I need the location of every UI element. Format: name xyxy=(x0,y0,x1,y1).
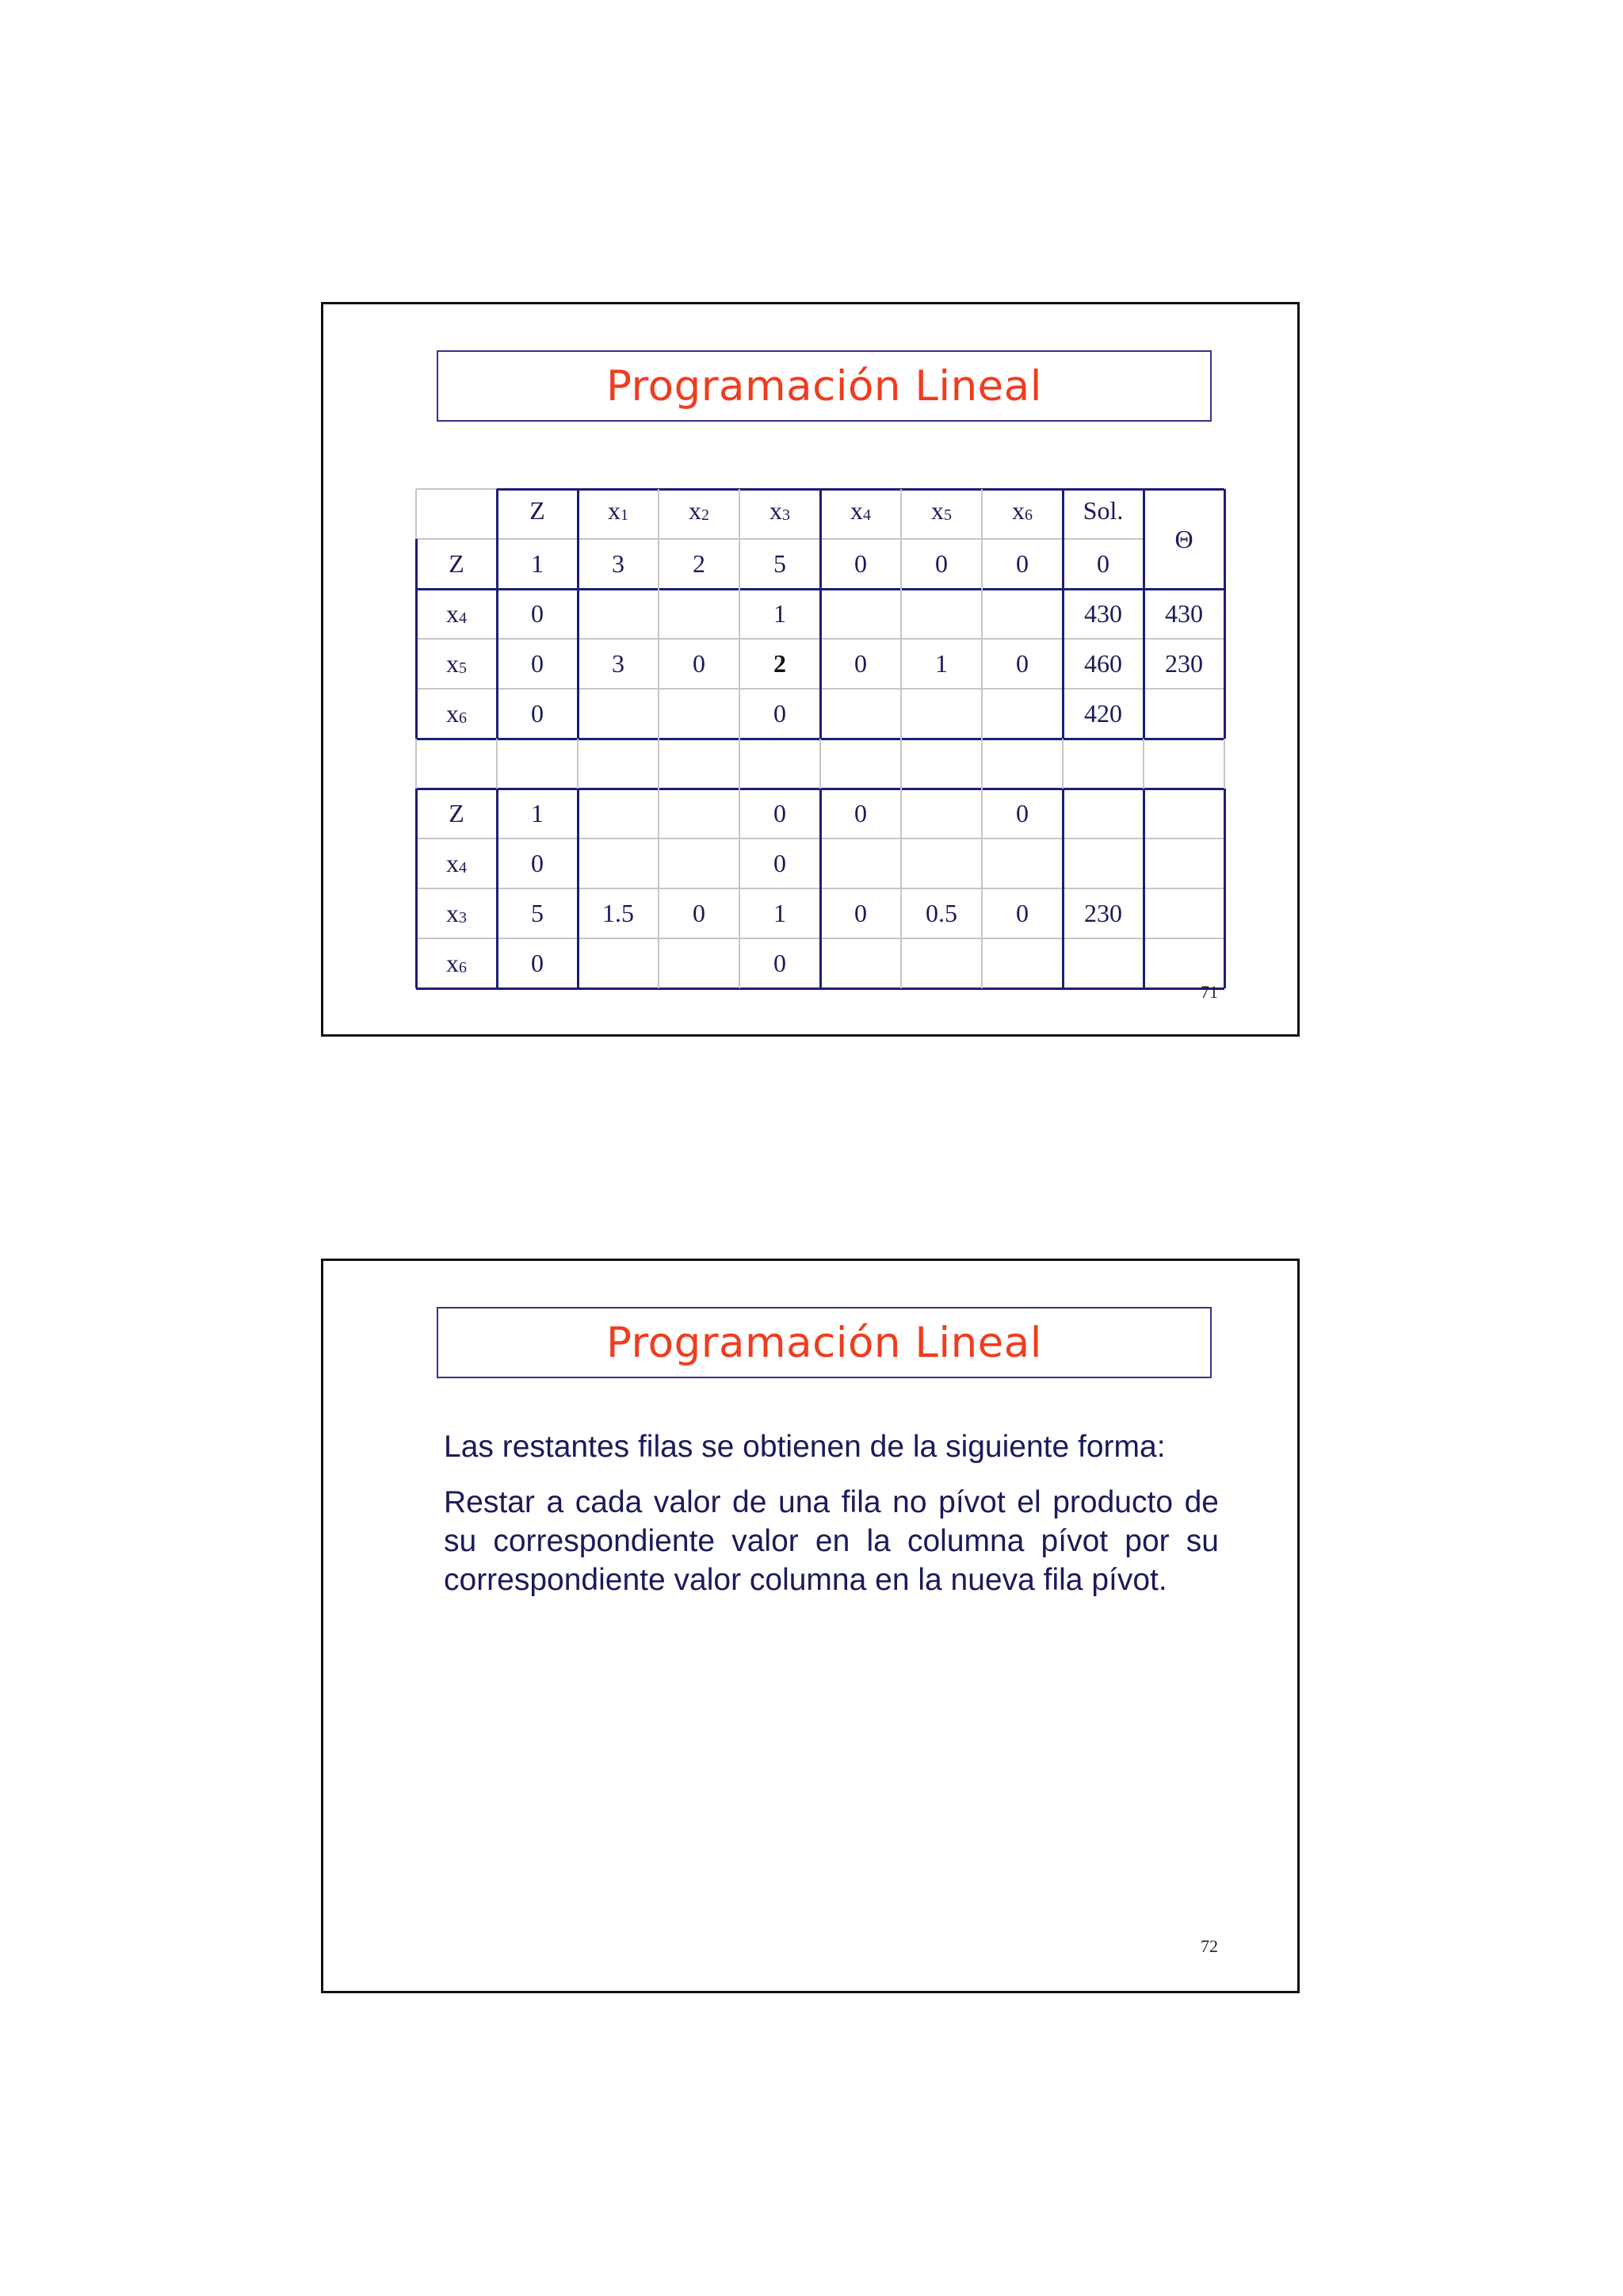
tableau-cell: 0 xyxy=(773,849,786,877)
slide-title-box xyxy=(437,1307,1212,1378)
slide-71 xyxy=(321,302,1300,1037)
tableau-cell: 420 xyxy=(1084,699,1122,728)
tableau-cell: 5 xyxy=(773,549,786,578)
tableau-cell: 0 xyxy=(531,599,544,628)
tableau-cell xyxy=(578,789,659,839)
tableau-header-cell: x $_2$ xyxy=(689,496,709,525)
tableau-cell: 0 xyxy=(773,799,786,827)
grid-line xyxy=(1062,489,1064,739)
tableau-cell: 0 xyxy=(531,699,544,728)
grid-line xyxy=(658,489,659,988)
slide-number: 72 xyxy=(1201,1936,1218,1956)
tableau-row-label: Z xyxy=(449,799,464,827)
tableau-cell: 0 xyxy=(854,799,867,827)
tableau-cell xyxy=(982,839,1063,888)
grid-line xyxy=(415,489,417,539)
tableau-row-label: x $_4$ xyxy=(446,599,467,628)
tableau-row-label: x $_6$ xyxy=(446,949,467,977)
tableau-cell xyxy=(1144,789,1224,839)
tableau-cell: 0 xyxy=(531,649,544,678)
slide-number: 71 xyxy=(1201,982,1218,1002)
tableau-cell xyxy=(659,739,739,789)
tableau-cell: 0 xyxy=(935,549,948,578)
rule-paragraph: Restar a cada valor de una fila no pívot el producto de su correspondiente valor en la columna pívot por su correspondiente valor columna en la nueva fila pívot. xyxy=(444,1485,1219,1597)
tableau-header-cell: x $_5$ xyxy=(931,496,952,525)
tableau-cell: 0 xyxy=(1016,649,1029,678)
tableau-cell: 230 xyxy=(1084,899,1122,927)
tableau-cell: 460 xyxy=(1084,649,1122,678)
grid-line xyxy=(900,489,902,988)
grid-line xyxy=(819,489,822,739)
tableau-cell: 230 xyxy=(1165,649,1203,678)
grid-line xyxy=(1224,789,1226,988)
slide-title: Programación Lineal xyxy=(606,361,1042,411)
simplex-tableau xyxy=(416,489,1224,988)
tableau-cell: 430 xyxy=(1084,599,1122,628)
tableau-cell xyxy=(820,938,901,988)
tableau-header-cell xyxy=(416,486,497,536)
tableau-header-cell: Z xyxy=(529,496,545,525)
tableau-row-label: x $_4$ xyxy=(446,849,467,877)
tableau-cell xyxy=(1063,938,1144,988)
grid-line xyxy=(1143,739,1144,789)
tableau-cell: 0 xyxy=(531,949,544,977)
tableau-cell xyxy=(1063,739,1144,789)
tableau-cell xyxy=(1063,789,1144,839)
grid-line xyxy=(496,789,498,988)
tableau-cell xyxy=(820,739,901,789)
tableau-header-cell: x $_1$ xyxy=(608,496,628,525)
tableau-cell: 1 xyxy=(935,649,948,678)
tableau-cell xyxy=(578,689,659,739)
tableau-cell: 0 xyxy=(1016,799,1029,827)
tableau-cell xyxy=(578,938,659,988)
tableau-cell xyxy=(659,789,739,839)
tableau-header-cell: x $_6$ xyxy=(1012,496,1033,525)
tableau-cell: 3 xyxy=(612,649,624,678)
tableau-row-label: x $_3$ xyxy=(446,899,467,927)
grid-line xyxy=(819,789,822,988)
tableau-cell: 3 xyxy=(612,549,624,578)
tableau-cell: 0 xyxy=(854,649,867,678)
tableau-cell: 2 xyxy=(773,649,786,678)
tableau-cell xyxy=(901,839,982,888)
tableau-cell xyxy=(1144,938,1224,988)
tableau-cell xyxy=(578,839,659,888)
tableau-cell xyxy=(1144,689,1224,739)
tableau-cell: 1 xyxy=(773,599,786,628)
tableau-cell: 0 xyxy=(854,549,867,578)
slide-72 xyxy=(321,1259,1300,1993)
tableau-cell: 5 xyxy=(531,899,544,927)
tableau-cell xyxy=(901,938,982,988)
tableau-cell xyxy=(659,839,739,888)
grid-line xyxy=(415,739,417,789)
grid-line xyxy=(739,489,740,988)
grid-line xyxy=(416,488,497,490)
tableau-cell: 0 xyxy=(1016,899,1029,927)
tableau-cell xyxy=(982,689,1063,739)
tableau-cell xyxy=(982,589,1063,639)
tableau-cell xyxy=(982,938,1063,988)
tableau-cell xyxy=(820,839,901,888)
tableau-cell: 0 xyxy=(773,949,786,977)
tableau-cell xyxy=(1063,839,1144,888)
tableau-cell: 1 xyxy=(773,899,786,927)
tableau-row-label: x $_6$ xyxy=(446,699,467,728)
tableau-header-cell: Sol. xyxy=(1083,496,1124,525)
tableau-cell xyxy=(820,589,901,639)
tableau-cell xyxy=(1144,888,1224,938)
tableau-cell: 1.5 xyxy=(602,899,634,927)
slide-title: Programación Lineal xyxy=(606,1318,1042,1367)
tableau-cell xyxy=(901,689,982,739)
tableau-row-label: Z xyxy=(449,549,464,578)
tableau-cell xyxy=(820,689,901,739)
tableau-cell xyxy=(901,789,982,839)
tableau-cell: 430 xyxy=(1165,599,1203,628)
grid-line xyxy=(1143,489,1145,739)
grid-line xyxy=(577,739,579,789)
grid-line xyxy=(981,489,983,988)
tableau-cell xyxy=(497,739,578,789)
tableau-cell: 0 xyxy=(773,699,786,728)
tableau-cell xyxy=(659,589,739,639)
tableau-header-cell: x $_4$ xyxy=(850,496,871,525)
intro-paragraph: Las restantes filas se obtienen de la siguiente forma: xyxy=(444,1430,1166,1464)
tableau-cell: 0 xyxy=(854,899,867,927)
tableau-cell: 0 xyxy=(1097,549,1109,578)
grid-line xyxy=(1224,739,1225,789)
tableau-cell xyxy=(739,739,820,789)
tableau-cell: 0 xyxy=(1016,549,1029,578)
tableau-row-label xyxy=(416,739,497,789)
grid-line xyxy=(819,739,821,789)
grid-line xyxy=(415,789,418,988)
tableau-cell: 2 xyxy=(693,549,705,578)
tableau-cell xyxy=(659,689,739,739)
tableau-header-cell: x $_3$ xyxy=(769,496,790,525)
grid-line xyxy=(496,489,498,739)
grid-line xyxy=(577,789,579,988)
grid-line xyxy=(496,739,498,789)
tableau-cell xyxy=(901,739,982,789)
tableau-cell xyxy=(659,938,739,988)
grid-line xyxy=(1062,739,1064,789)
grid-line xyxy=(416,538,1144,540)
tableau-row-label: x $_5$ xyxy=(446,649,467,678)
tableau-cell: 0 xyxy=(693,899,705,927)
tableau-cell: 0 xyxy=(531,849,544,877)
tableau-cell xyxy=(982,739,1063,789)
tableau-cell: 1 xyxy=(531,549,544,578)
grid-line xyxy=(415,539,418,739)
tableau-cell: 1 xyxy=(531,799,544,827)
tableau-cell: 0 xyxy=(693,649,705,678)
grid-line xyxy=(497,488,1224,491)
grid-line xyxy=(1224,489,1226,739)
tableau-cell: 0.5 xyxy=(926,899,957,927)
tableau-cell xyxy=(1144,739,1224,789)
tableau-cell xyxy=(901,589,982,639)
grid-line xyxy=(1143,789,1145,988)
grid-line xyxy=(1062,789,1064,988)
tableau-cell xyxy=(578,739,659,789)
theta-header-cell: Θ xyxy=(1174,524,1193,553)
grid-line xyxy=(577,489,579,739)
slide-title-box xyxy=(437,350,1212,422)
tableau-cell xyxy=(1144,839,1224,888)
tableau-cell xyxy=(578,589,659,639)
